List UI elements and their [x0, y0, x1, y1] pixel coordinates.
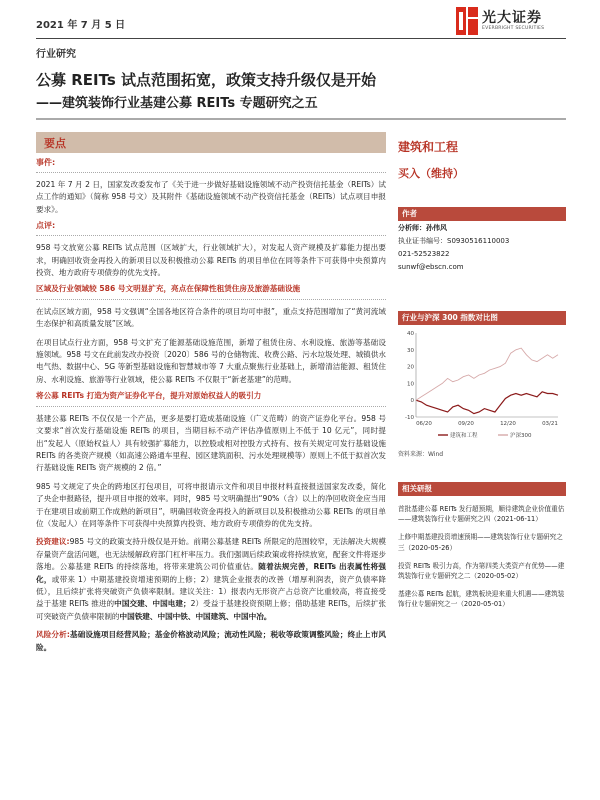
x-tick-label: 09/20	[458, 421, 474, 427]
paragraph-4: 985 号文规定了央企的跨地区打包项目，可将申报请示文件和项目申报材料直接报送国家发改委，简化了央企申报路径，提升项目申报的效率。同时，985 号文明确提出“90%（含）以上的净回收资金应当用于在建项目或前期工作成熟的新项目”，明确回收资金再投入的新项目以及积极推动公募 REITs 的项目单位（发起人）在同等条件下可获得中央预算内投资、地方政府专项债券的优先支持。	[36, 481, 386, 528]
paragraph-3: 基建公募 REITs 不仅仅是一个产品，更多是要打造成基础设施（广义范畴）的资产证券化平台。958 号文要求“首次发行基础设施 REITs 的项目，当期目标不动产评估净值原则上不低于 10 亿元”，同时提出“发起人（原始权益人）具有较强扩募能力，以控股或相对控股方式持有、按有关规定可发行基础设施 REITs 的各类资产规模（如高速公路通车里程、园区建筑面积、污水处理规模等）原则上不低于拟首次发行基础设施 REITs 资产规模的 2 倍。”	[36, 413, 386, 473]
report-subtitle: ——建筑装饰行业基建公募 REITs 专题研究之五	[36, 96, 318, 111]
advice-label: 投资建议:	[36, 537, 70, 547]
phone-number: 021-52523822	[398, 250, 450, 258]
investment-advice	[36, 536, 386, 623]
advice-text-b: 或带来 1）中期基建投资增速预期的上修；2）建筑企业报表的改善（增厚利润表，资产负债率降低），且后续扩张将突破资产负债率限制。建议关注：1）报表内无形资产占总资产比重较高，将直接受益于基建 REITs 推进的	[36, 574, 387, 609]
risk-label: 风险分析:	[36, 630, 70, 640]
key-points-header: 要点	[36, 132, 386, 153]
highlight-heading-2: 将公募 REITs 打造为资产证券化平台，提升对原始权益人的吸引力	[36, 391, 262, 401]
y-tick-label: -10	[405, 415, 414, 421]
related-report-1[interactable]: 首批基建公募 REITs 发行超预期，顺待建筑企业价值重估——建筑装饰行业专题研究之四（2021-06-11）	[398, 505, 565, 524]
series-line-1	[416, 392, 558, 414]
divider	[36, 235, 386, 236]
divider	[36, 172, 386, 173]
divider	[36, 299, 386, 300]
email-address: sunwf@ebscn.com	[398, 263, 464, 271]
x-tick-label: 06/20	[416, 421, 432, 427]
sidebar	[398, 132, 566, 610]
related-reports-header: 相关研报	[398, 482, 566, 496]
paragraph-2: 在项目试点行业方面，958 号文扩充了能源基础设施范围，新增了租赁住房、水利设施、旅游等基础设施领域。958 号文在此前发改办投资〔2020〕586 号的仓储物流、收费公路、污水垃圾处理、城镇供水电气热、数据中心、5G 等新型基础设施和智慧城市等 7 大重点聚焦行业基础上，新增清洁能源、租赁住房、水利设施、旅游等行业领域，使公募 REITs 不仅限于“新老基建”的范畴。	[36, 337, 386, 384]
risk-analysis	[36, 629, 386, 654]
title-divider	[36, 118, 566, 120]
chart-svg	[398, 325, 566, 447]
analyst-line	[398, 223, 566, 234]
advice-text-c: 2）受益于基建投资预期上修；借助基建 REITs，后续扩张可突破资产负债率限制的	[36, 599, 386, 621]
comment-label: 点评:	[36, 221, 56, 231]
rating: 买入（维持）	[398, 167, 464, 180]
related-report-2[interactable]: 上修中期基建投资增速预期——建筑装饰行业专题研究之三（2020-05-26）	[398, 533, 563, 552]
y-tick-label: 10	[407, 381, 414, 388]
event-text: 2021 年 7 月 2 日，国家发改委发布了《关于进一步做好基础设施领域不动产投资信托基金（REITs）试点工作的通知》（简称 958 号文）及其附件《基础设施领域不动产投资信托基金（REITs）试点项目申报要求》。	[36, 180, 386, 214]
advice-bold-c: 中国铁建、中国中铁、中国建筑、中国中冶。	[119, 611, 272, 621]
brand-name-cn: 光大证券	[482, 10, 542, 26]
chart-header: 行业与沪深 300 指数对比图	[398, 311, 566, 325]
y-tick-label: 0	[410, 398, 414, 405]
index-comparison-chart	[398, 325, 566, 447]
advice-bold-a: 随着法规完善，REITs 出表属性将强化，	[36, 562, 386, 584]
brand-logo	[456, 6, 566, 36]
main-column	[36, 132, 386, 654]
comment-text: 958 号文放宽公募 REITs 试点范围（区域扩大，行业领域扩大），对发起人资产规模及扩募能力提出要求，明确回收资金再投入的新项目以及积极推动公募 REITs 的项目单位在同等条件下可获得中央预算内投资、地方政府专项债券的优先支持。	[36, 243, 386, 278]
x-tick-label: 12/20	[500, 421, 516, 427]
analyst-label: 分析师：	[398, 224, 426, 232]
related-report-4[interactable]: 基建公募 REITs 起航，建筑板块迎来重大机遇——建筑装饰行业专题研究之一（2020-05-01）	[398, 590, 565, 609]
legend-label: 建筑和工程	[450, 433, 478, 439]
advice-bold-b: 中国交建、中国电建；	[114, 599, 191, 609]
chart-source: 资料来源：Wind	[398, 451, 444, 458]
author-header: 作者	[398, 207, 566, 221]
everbright-logo-icon	[456, 7, 478, 35]
industry-name: 建筑和工程	[398, 140, 459, 154]
y-tick-label: 40	[407, 331, 414, 337]
license-number: 执业证书编号：S0930516110003	[398, 237, 510, 245]
brand-name-en: EVERBRIGHT SECURITIES	[482, 26, 545, 31]
divider	[36, 406, 386, 407]
y-tick-label: 30	[407, 347, 414, 354]
analyst-name: 孙伟风	[426, 224, 447, 232]
report-type: 行业研究	[36, 49, 76, 60]
highlight-heading-1: 区域及行业领域较 586 号文明显扩充，亮点在保障性租赁住房及旅游基础设施	[36, 284, 301, 294]
report-title: 公募 REITs 试点范围拓宽，政策支持升级仅是开始	[36, 71, 376, 89]
related-report-3[interactable]: 投资 REITs 吸引力高，作为第四类大类资产有优势——建筑装饰行业专题研究之二（2020-05-02）	[398, 561, 565, 581]
advice-text-a: 985 号文的政策支持升级仅是开始。前期公募基建 REITs 所限定的范围较窄，无法解决大规模存量资产盘活问题，也无法缓解政府部门杠杆率压力。我们强调后续政策或将持续放宽，配套文件将逐步落地。公募基建 REITs 的持续落地，将带来建筑公司价值重估。	[36, 537, 386, 572]
legend-label: 沪深300	[510, 433, 532, 439]
report-date: 2021 年 7 月 5 日	[36, 20, 126, 31]
series-line-2	[416, 348, 558, 400]
header-divider	[36, 38, 566, 39]
y-tick-label: 20	[407, 364, 414, 371]
x-tick-label: 03/21	[542, 421, 558, 427]
event-label: 事件:	[36, 158, 56, 167]
risk-text: 基础设施项目经营风险；基金价格波动风险；流动性风险；税收等政策调整风险；终止上市风险。	[36, 630, 386, 652]
paragraph-1: 在试点区域方面，958 号文强调“全国各地区符合条件的项目均可申报”，重点支持范围增加了“黄河流域生态保护和高质量发展”区域。	[36, 306, 386, 329]
